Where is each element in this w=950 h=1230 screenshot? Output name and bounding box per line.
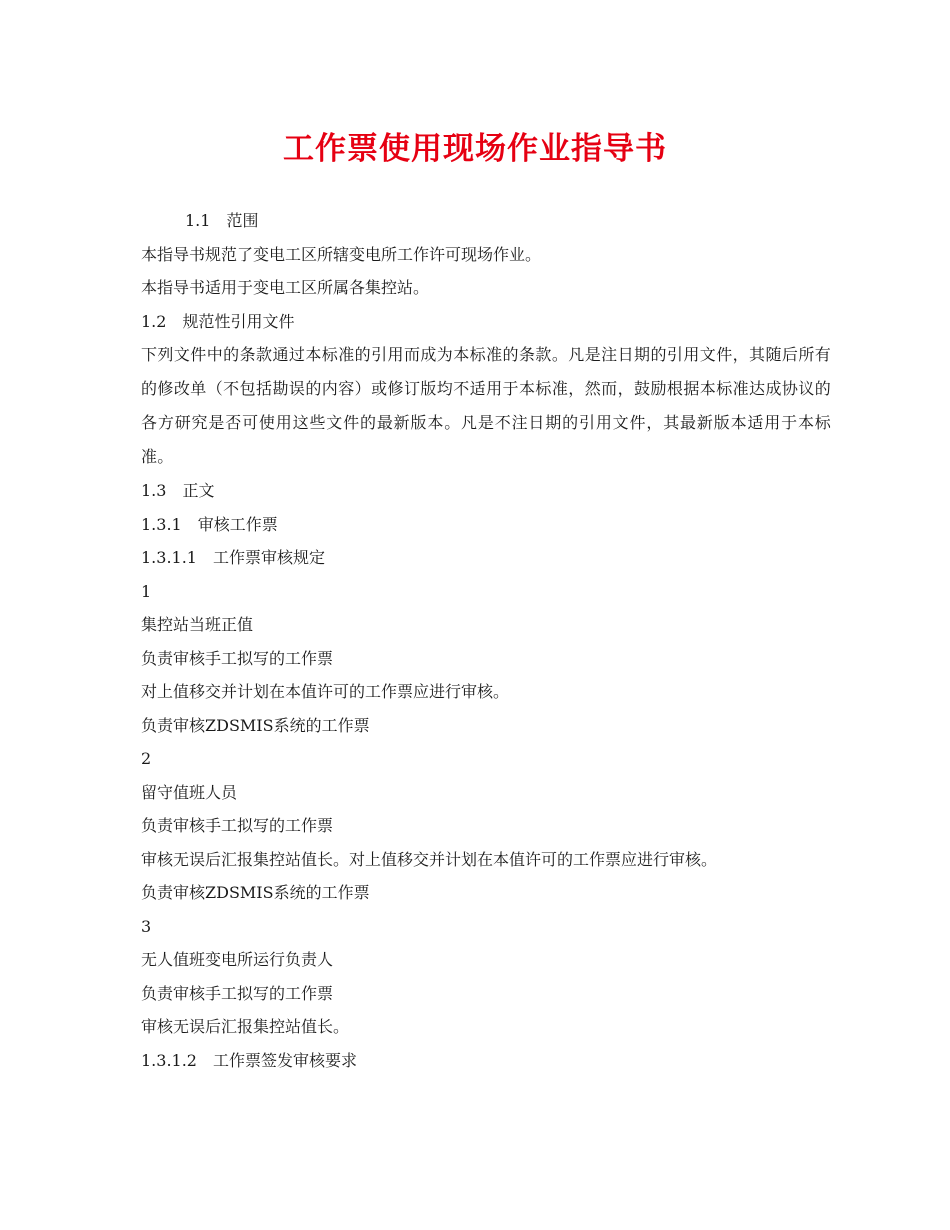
section-number: 1.3.1.1 — [141, 548, 197, 567]
text-line: 负责审核ZDSMIS系统的工作票 — [141, 883, 370, 902]
role-name: 留守值班人员 — [141, 782, 238, 802]
section-number: 1.3.1 — [141, 514, 182, 534]
text-line: 负责审核ZDSMIS系统的工作票 — [141, 715, 370, 735]
text-line: 本指导书适用于变电工区所属各集控站。 — [141, 278, 430, 297]
section-heading-text: 范围 — [226, 211, 259, 230]
text-line: 审核无误后汇报集控站值长。对上值移交并计划在本值许可的工作票应进行审核。 — [141, 849, 718, 869]
item-number: 3 — [141, 916, 152, 936]
section-heading-1-3-1-2 — [141, 1044, 841, 1078]
text-line: 审核无误后汇报集控站值长。 — [141, 1017, 350, 1036]
role-name: 集控站当班正值 — [141, 615, 254, 634]
item-number: 1 — [141, 581, 152, 601]
text-line: 对上值移交并计划在本值许可的工作票应进行审核。 — [141, 682, 510, 701]
section-heading-1-1 — [141, 204, 841, 238]
section-heading-text: 正文 — [182, 481, 215, 500]
item-number: 2 — [141, 749, 152, 768]
section-number: 1.2 — [141, 311, 167, 331]
section-heading-1-3-1 — [141, 508, 841, 542]
section-number: 1.1 — [185, 211, 211, 230]
references-paragraph: 下列文件中的条款通过本标准的引用而成为本标准的条款。凡是注日期的引用文件，其随后所有的修改单（不包括勘误的内容）或修订版均不适用于本标准，然而，鼓励根据本标准达成协议的各方研究是否可使用这些文件的最新版本。凡是不注日期的引用文件，其最新版本适用于本标准。 — [141, 345, 831, 466]
text-line: 负责审核手工拟写的工作票 — [141, 983, 334, 1003]
text-line: 负责审核手工拟写的工作票 — [141, 816, 334, 835]
section-heading-1-3-1-1 — [141, 541, 841, 575]
text-line: 负责审核手工拟写的工作票 — [141, 648, 334, 668]
document-body — [141, 204, 841, 1077]
section-heading-1-2 — [141, 305, 841, 339]
section-number: 1.3.1.2 — [141, 1050, 197, 1070]
document-title: 工作票使用现场作业指导书 — [283, 131, 667, 167]
section-number: 1.3 — [141, 481, 167, 500]
section-heading-1-3 — [141, 474, 841, 508]
section-heading-text: 规范性引用文件 — [182, 311, 295, 331]
text-line: 本指导书规范了变电工区所辖变电所工作许可现场作业。 — [141, 244, 542, 264]
role-name: 无人值班变电所运行负责人 — [141, 950, 334, 969]
section-heading-text: 审核工作票 — [197, 514, 278, 534]
section-heading-text: 工作票签发审核要求 — [212, 1050, 357, 1070]
section-heading-text: 工作票审核规定 — [212, 548, 325, 567]
